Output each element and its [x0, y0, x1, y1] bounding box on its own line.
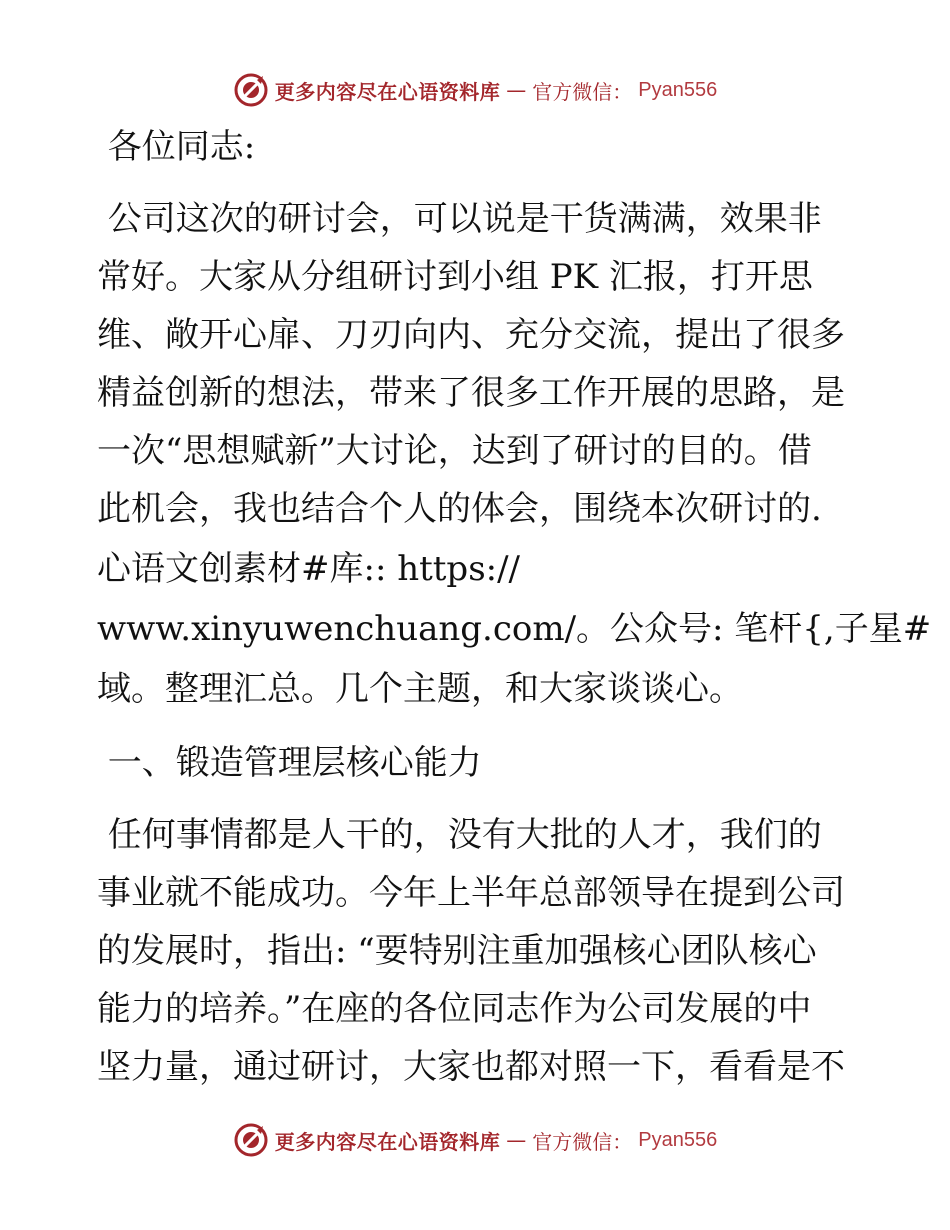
banner-wechat-label: 官方微信：: [532, 1129, 633, 1154]
banner-dash: —: [506, 1128, 527, 1152]
banner-wechat-id: Pyan556: [638, 1128, 718, 1151]
brand-logo-icon: [233, 72, 269, 108]
paragraph-line: 能力的培养。”在座的各位同志作为公司发展的中: [97, 989, 812, 1029]
footer-banner: [0, 1120, 950, 1160]
paragraph-line: 域。整理汇总。几个主题，和大家谈谈心。: [97, 669, 743, 709]
paragraph-line: 常好。大家从分组研讨到小组 PK 汇报，打开思: [97, 257, 813, 297]
paragraph-line: 任何事情都是人干的，没有大批的人才，我们的: [97, 815, 822, 855]
banner-wechat-label: 官方微信：: [532, 79, 633, 104]
paragraph-line: 精益创新的想法，带来了很多工作开展的思路，是: [97, 373, 845, 413]
paragraph-line: 公司这次的研讨会，可以说是干货满满，效果非: [97, 199, 822, 239]
paragraph-line: 的发展时，指出: “要特别注重加强核心团队核心: [97, 931, 817, 971]
paragraph-line: 此机会，我也结合个人的体会，围绕本次研讨的.: [97, 489, 822, 529]
salutation: 各位同志:: [97, 127, 256, 167]
banner-main-text: 更多内容尽在心语资料库: [274, 79, 501, 104]
paragraph-line: 维、敞开心扉、刀刃向内、充分交流，提出了很多: [97, 315, 845, 355]
brand-logo-icon: [233, 1122, 269, 1158]
banner-dash: —: [506, 78, 527, 102]
section-heading: 一、锻造管理层核心能力: [97, 743, 482, 783]
banner-main-text: 更多内容尽在心语资料库: [274, 1129, 501, 1154]
paragraph-line: 一次“思想赋新”大讨论，达到了研讨的目的。借: [97, 431, 812, 471]
paragraph-line: 事业就不能成功。今年上半年总部领导在提到公司: [97, 873, 845, 913]
banner-wechat-id: Pyan556: [638, 78, 718, 101]
paragraph-line: www.xinyuwenchuang.com/。公众号: 笔杆{,子星#: [97, 609, 932, 649]
header-banner: [0, 70, 950, 110]
paragraph-line: 心语文创素材#库:: https://: [97, 549, 521, 589]
paragraph-line: 坚力量，通过研讨，大家也都对照一下，看看是不: [97, 1047, 845, 1087]
